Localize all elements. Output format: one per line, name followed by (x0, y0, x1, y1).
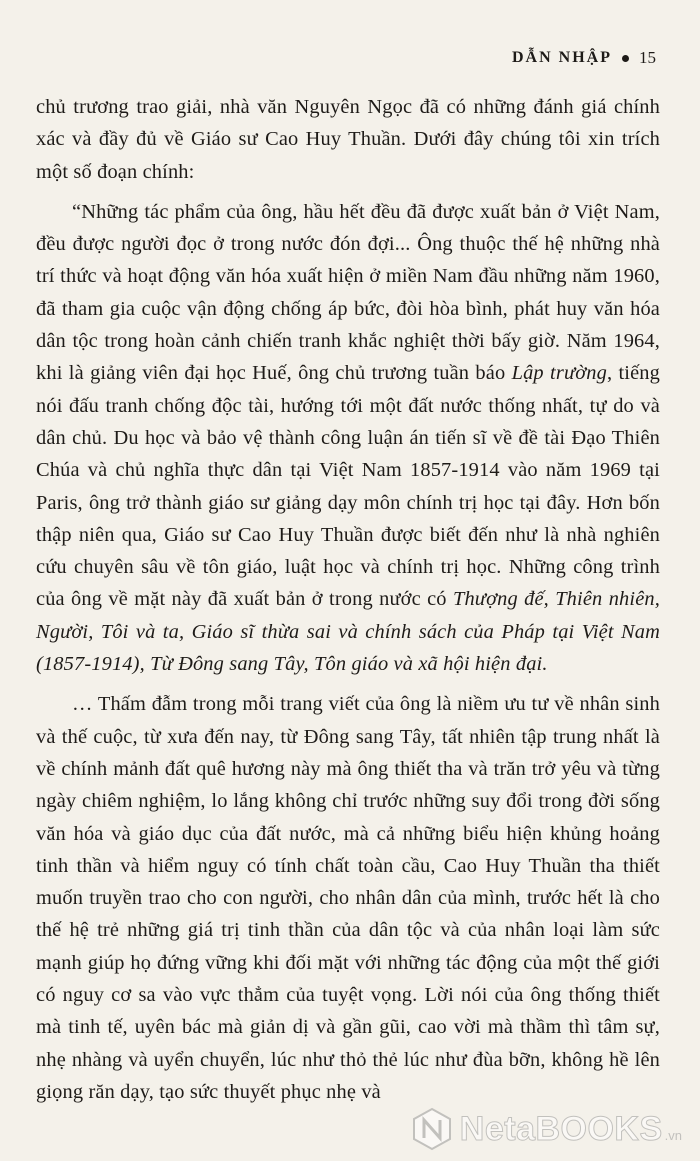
paragraph-quote (36, 196, 660, 680)
watermark-suffix: .vn (664, 1128, 682, 1143)
paragraph-intro: chủ trương trao giải, nhà văn Nguyên Ngọc đã có những đánh giá chính xác và đầy đủ về Giáo sư Cao Huy Thuần. Dưới đây chúng tôi xin trích một số đoạn chính: (36, 96, 660, 183)
netabooks-logo-icon (410, 1107, 454, 1151)
body-text (36, 91, 660, 1108)
bullet-dot-icon (622, 55, 629, 62)
page-number: 15 (639, 48, 656, 67)
quote-text-part-1: “Những tác phẩm của ông, hầu hết đều đã được xuất bản ở Việt Nam, đều được người đọc ở trong nước đón đợi... Ông thuộc thế hệ những nhà trí thức và hoạt động văn hóa xuất hiện ở miền Nam đầu những năm 1960, đã tham gia cuộc vận động chống áp bức, đòi hòa bình, phát huy văn hóa dân tộc trong hoàn cảnh chiến tranh khắc nghiệt thời bấy giờ. Năm 1964, khi là giảng viên đại học Huế, ông chủ trương tuần báo (36, 200, 660, 385)
watermark-brand: NetaBOOKS (459, 1109, 663, 1148)
works-list: Thượng đế, Thiên nhiên, Người, Tôi và ta, Giáo sĩ thừa sai và chính sách của Pháp tại Việt Nam (1857-1914), Từ Đông sang Tây, Tôn giáo và xã hội hiện đại. (36, 588, 660, 676)
watermark (410, 1107, 682, 1151)
quote-text-part-2: , tiếng nói đấu tranh chống độc tài, hướng tới một đất nước thống nhất, tự do và dân chủ. Du học và bảo vệ thành công luận án tiến sĩ về đề tài Đạo Thiên Chúa và chủ nghĩa thực dân tại Việt Nam 1857-1914 vào năm 1969 tại Paris, ông trở thành giáo sư giảng dạy môn chính trị học tại đây. Hơn bốn thập niên qua, Giáo sư Cao Huy Thuần được biết đến như là nhà nghiên cứu chuyên sâu về tôn giáo, luật học và chính trị học. Những công trình của ông về mặt này đã xuất bản ở trong nước có (36, 362, 660, 611)
paragraph-continuation: … Thấm đẫm trong mỗi trang viết của ông là niềm ưu tư về nhân sinh và thế cuộc, từ xưa đến nay, từ Đông sang Tây, tất nhiên tập trung nhất là về chính mảnh đất quê hương này mà ông thiết tha và trăn trở yêu và từng ngày chiêm nghiệm, lo lắng không chỉ trước những suy đổi trong đời sống văn hóa và giáo dục của đất nước, mà cả những biểu hiện khủng hoảng tinh thần và hiểm nguy có tính chất toàn cầu, Cao Huy Thuần tha thiết muốn truyền trao cho con người, cho nhân dân của mình, trước hết là cho thế hệ trẻ những giá trị tinh thần của dân tộc và của nhân loại làm sức mạnh giúp họ đứng vững khi đối mặt với những tác động của một thế giới có nguy cơ sa vào vực thẳm của tuyệt vọng. Lời nói của ông thống thiết mà tinh tế, uyên bác mà giản dị và gần gũi, cao vời mà thầm thì tâm sự, nhẹ nhàng và uyển chuyển, lúc như thỏ thẻ lúc như đùa bỡn, không hề lên giọng răn dạy, tạo sức thuyết phục nhẹ và (36, 693, 660, 1103)
running-head (512, 48, 656, 68)
chapter-title: DẪN NHẬP (512, 49, 612, 66)
newspaper-title: Lập trường (511, 362, 607, 385)
